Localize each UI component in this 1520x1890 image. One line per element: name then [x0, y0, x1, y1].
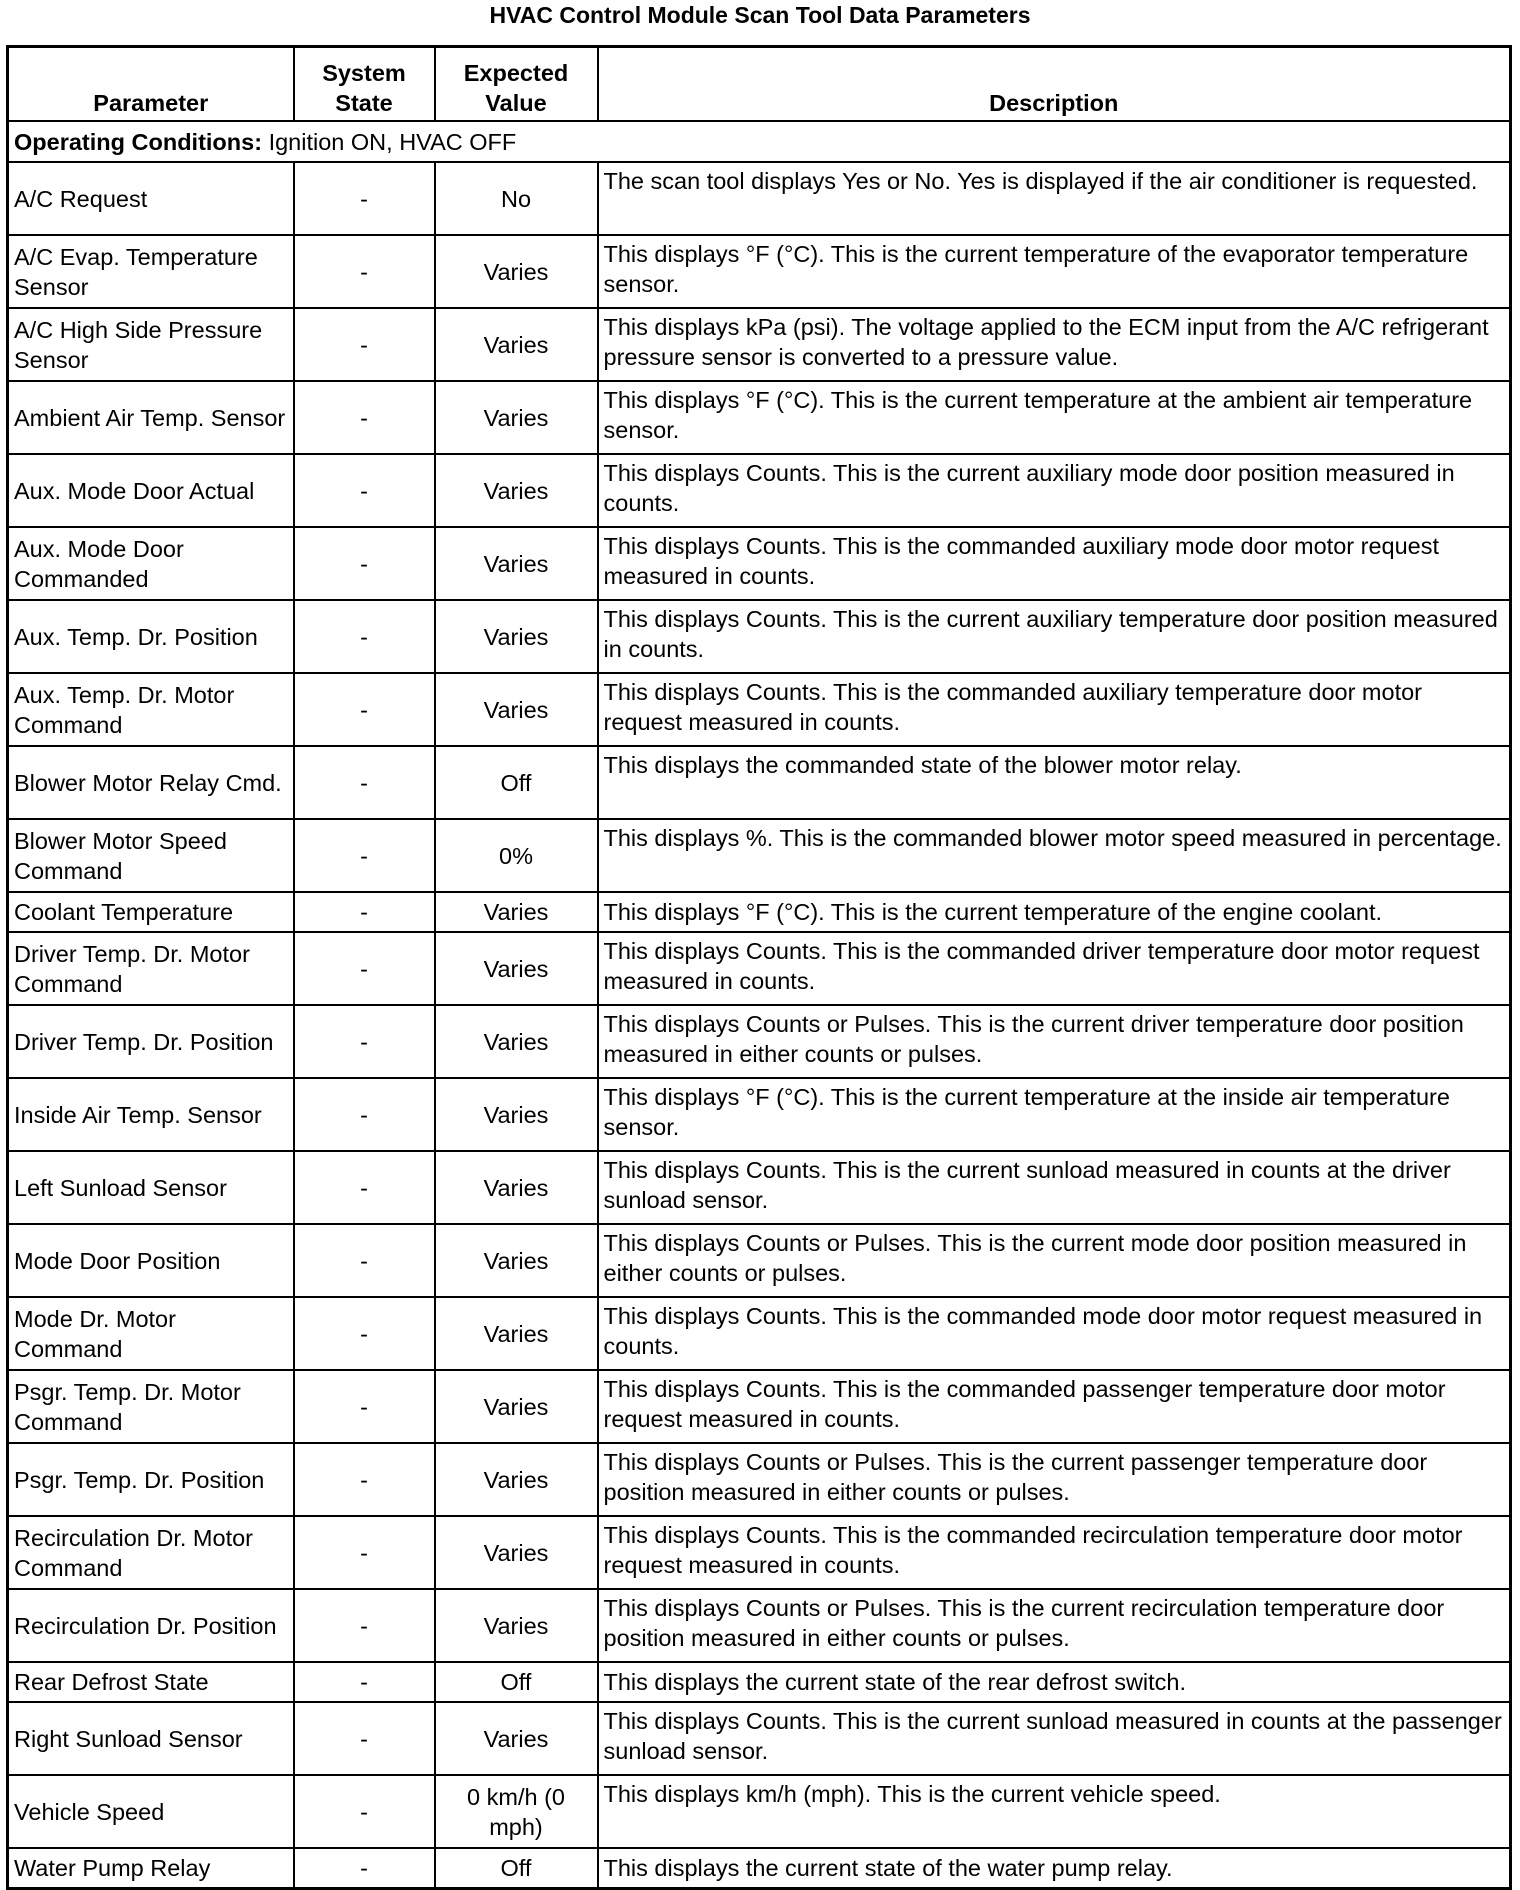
- description-cell: This displays Counts. This is the commanded auxiliary temperature door motor request measured in counts.: [598, 673, 1511, 746]
- description-cell: This displays the current state of the rear defrost switch.: [598, 1662, 1511, 1702]
- parameter-cell: Ambient Air Temp. Sensor: [8, 381, 294, 454]
- expected-value-cell: Varies: [435, 1297, 598, 1370]
- system-state-cell: -: [294, 235, 435, 308]
- expected-value-cell: Varies: [435, 1443, 598, 1516]
- table-row: [8, 1589, 1511, 1662]
- description-cell: This displays km/h (mph). This is the current vehicle speed.: [598, 1775, 1511, 1848]
- operating-conditions-value: Ignition ON, HVAC OFF: [262, 128, 517, 155]
- system-state-cell: -: [294, 527, 435, 600]
- description-cell: This displays Counts. This is the current auxiliary temperature door position measured in counts.: [598, 600, 1511, 673]
- table-row: [8, 1775, 1511, 1848]
- table-row: [8, 1848, 1511, 1889]
- parameter-cell: Blower Motor Speed Command: [8, 819, 294, 892]
- description-cell: This displays kPa (psi). The voltage applied to the ECM input from the A/C refrigerant pressure sensor is converted to a pressure value.: [598, 308, 1511, 381]
- expected-value-cell: Off: [435, 1848, 598, 1889]
- expected-value-cell: 0%: [435, 819, 598, 892]
- parameter-cell: Inside Air Temp. Sensor: [8, 1078, 294, 1151]
- header-parameter: Parameter: [8, 47, 294, 122]
- table-header-row: [8, 47, 1511, 122]
- system-state-cell: -: [294, 1702, 435, 1775]
- table-row: [8, 1224, 1511, 1297]
- table-row: [8, 1662, 1511, 1702]
- description-cell: This displays Counts or Pulses. This is the current passenger temperature door position measured in either counts or pulses.: [598, 1443, 1511, 1516]
- parameter-cell: Aux. Temp. Dr. Motor Command: [8, 673, 294, 746]
- description-cell: This displays Counts. This is the current auxiliary mode door position measured in counts.: [598, 454, 1511, 527]
- expected-value-cell: Varies: [435, 454, 598, 527]
- table-row: [8, 1078, 1511, 1151]
- table-row: [8, 381, 1511, 454]
- description-cell: This displays °F (°C). This is the current temperature of the evaporator temperature sensor.: [598, 235, 1511, 308]
- parameter-cell: Blower Motor Relay Cmd.: [8, 746, 294, 819]
- table-row: [8, 746, 1511, 819]
- parameters-table: [6, 45, 1512, 1890]
- table-row: [8, 1005, 1511, 1078]
- system-state-cell: -: [294, 1078, 435, 1151]
- system-state-cell: -: [294, 892, 435, 932]
- system-state-cell: -: [294, 162, 435, 235]
- description-cell: This displays %. This is the commanded blower motor speed measured in percentage.: [598, 819, 1511, 892]
- parameter-cell: Aux. Mode Door Actual: [8, 454, 294, 527]
- description-cell: This displays Counts. This is the current sunload measured in counts at the passenger sunload sensor.: [598, 1702, 1511, 1775]
- system-state-cell: -: [294, 454, 435, 527]
- operating-conditions-row: [8, 121, 1511, 162]
- table-row: [8, 819, 1511, 892]
- description-cell: This displays Counts. This is the current sunload measured in counts at the driver sunload sensor.: [598, 1151, 1511, 1224]
- system-state-cell: -: [294, 1589, 435, 1662]
- parameter-cell: Recirculation Dr. Motor Command: [8, 1516, 294, 1589]
- table-row: [8, 1370, 1511, 1443]
- expected-value-cell: Varies: [435, 1224, 598, 1297]
- system-state-cell: -: [294, 1005, 435, 1078]
- parameter-cell: A/C Request: [8, 162, 294, 235]
- parameter-cell: Water Pump Relay: [8, 1848, 294, 1889]
- header-description: Description: [598, 47, 1511, 122]
- parameter-cell: A/C High Side Pressure Sensor: [8, 308, 294, 381]
- expected-value-cell: Varies: [435, 235, 598, 308]
- parameter-cell: Aux. Mode Door Commanded: [8, 527, 294, 600]
- system-state-cell: -: [294, 819, 435, 892]
- table-row: [8, 1443, 1511, 1516]
- expected-value-cell: Varies: [435, 932, 598, 1005]
- parameter-cell: Psgr. Temp. Dr. Position: [8, 1443, 294, 1516]
- expected-value-cell: Varies: [435, 1702, 598, 1775]
- description-cell: This displays Counts or Pulses. This is the current recirculation temperature door position measured in either counts or pulses.: [598, 1589, 1511, 1662]
- table-row: [8, 932, 1511, 1005]
- parameter-cell: A/C Evap. Temperature Sensor: [8, 235, 294, 308]
- table-row: [8, 892, 1511, 932]
- parameter-cell: Driver Temp. Dr. Position: [8, 1005, 294, 1078]
- operating-conditions: [8, 121, 1511, 162]
- parameter-cell: Mode Door Position: [8, 1224, 294, 1297]
- parameter-cell: Left Sunload Sensor: [8, 1151, 294, 1224]
- description-cell: This displays Counts or Pulses. This is the current mode door position measured in either counts or pulses.: [598, 1224, 1511, 1297]
- expected-value-cell: Varies: [435, 1151, 598, 1224]
- description-cell: This displays °F (°C). This is the current temperature at the ambient air temperature sensor.: [598, 381, 1511, 454]
- system-state-cell: -: [294, 381, 435, 454]
- parameter-cell: Coolant Temperature: [8, 892, 294, 932]
- description-cell: This displays Counts. This is the commanded driver temperature door motor request measured in counts.: [598, 932, 1511, 1005]
- system-state-cell: -: [294, 1662, 435, 1702]
- system-state-cell: -: [294, 1775, 435, 1848]
- table-row: [8, 1702, 1511, 1775]
- parameter-cell: Right Sunload Sensor: [8, 1702, 294, 1775]
- system-state-cell: -: [294, 308, 435, 381]
- table-row: [8, 527, 1511, 600]
- description-cell: This displays Counts. This is the commanded mode door motor request measured in counts.: [598, 1297, 1511, 1370]
- description-cell: This displays the current state of the water pump relay.: [598, 1848, 1511, 1889]
- table-row: [8, 308, 1511, 381]
- description-cell: This displays Counts. This is the commanded passenger temperature door motor request measured in counts.: [598, 1370, 1511, 1443]
- system-state-cell: -: [294, 746, 435, 819]
- table-row: [8, 600, 1511, 673]
- system-state-cell: -: [294, 1443, 435, 1516]
- table-row: [8, 1297, 1511, 1370]
- system-state-cell: -: [294, 1297, 435, 1370]
- description-cell: This displays the commanded state of the blower motor relay.: [598, 746, 1511, 819]
- table-row: [8, 1516, 1511, 1589]
- system-state-cell: -: [294, 600, 435, 673]
- parameter-cell: Mode Dr. Motor Command: [8, 1297, 294, 1370]
- description-cell: This displays Counts or Pulses. This is the current driver temperature door position measured in either counts or pulses.: [598, 1005, 1511, 1078]
- expected-value-cell: Varies: [435, 1005, 598, 1078]
- parameter-cell: Recirculation Dr. Position: [8, 1589, 294, 1662]
- system-state-cell: -: [294, 1516, 435, 1589]
- system-state-cell: -: [294, 1848, 435, 1889]
- description-cell: This displays °F (°C). This is the current temperature of the engine coolant.: [598, 892, 1511, 932]
- table-row: [8, 454, 1511, 527]
- header-system-state: System State: [294, 47, 435, 122]
- expected-value-cell: Varies: [435, 527, 598, 600]
- expected-value-cell: Varies: [435, 1516, 598, 1589]
- system-state-cell: -: [294, 1224, 435, 1297]
- operating-conditions-label: Operating Conditions:: [14, 128, 263, 155]
- parameter-cell: Vehicle Speed: [8, 1775, 294, 1848]
- system-state-cell: -: [294, 1370, 435, 1443]
- expected-value-cell: Varies: [435, 892, 598, 932]
- expected-value-cell: Varies: [435, 308, 598, 381]
- expected-value-cell: Off: [435, 1662, 598, 1702]
- parameter-cell: Driver Temp. Dr. Motor Command: [8, 932, 294, 1005]
- expected-value-cell: Varies: [435, 600, 598, 673]
- page-title: HVAC Control Module Scan Tool Data Parameters: [489, 2, 1031, 28]
- table-row: [8, 235, 1511, 308]
- table-row: [8, 673, 1511, 746]
- expected-value-cell: Varies: [435, 1589, 598, 1662]
- table-row: [8, 1151, 1511, 1224]
- expected-value-cell: Varies: [435, 673, 598, 746]
- description-cell: This displays Counts. This is the commanded auxiliary mode door motor request measured in counts.: [598, 527, 1511, 600]
- expected-value-cell: Varies: [435, 381, 598, 454]
- parameter-cell: Rear Defrost State: [8, 1662, 294, 1702]
- parameter-cell: Psgr. Temp. Dr. Motor Command: [8, 1370, 294, 1443]
- expected-value-cell: Varies: [435, 1078, 598, 1151]
- header-expected-value: Expected Value: [435, 47, 598, 122]
- parameter-cell: Aux. Temp. Dr. Position: [8, 600, 294, 673]
- system-state-cell: -: [294, 673, 435, 746]
- description-cell: This displays Counts. This is the commanded recirculation temperature door motor request measured in counts.: [598, 1516, 1511, 1589]
- system-state-cell: -: [294, 932, 435, 1005]
- table-row: [8, 162, 1511, 235]
- expected-value-cell: 0 km/h (0 mph): [435, 1775, 598, 1848]
- expected-value-cell: Off: [435, 746, 598, 819]
- description-cell: The scan tool displays Yes or No. Yes is displayed if the air conditioner is requested.: [598, 162, 1511, 235]
- expected-value-cell: No: [435, 162, 598, 235]
- system-state-cell: -: [294, 1151, 435, 1224]
- expected-value-cell: Varies: [435, 1370, 598, 1443]
- description-cell: This displays °F (°C). This is the current temperature at the inside air temperature sensor.: [598, 1078, 1511, 1151]
